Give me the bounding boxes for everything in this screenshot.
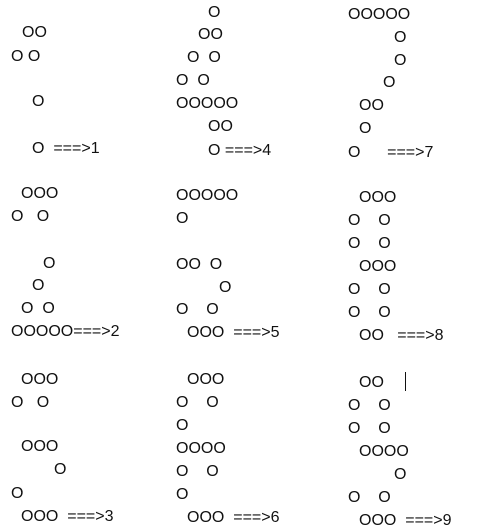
digit-3-row: OOO ===>3 — [21, 508, 114, 525]
digit-4-row: O O — [187, 49, 221, 66]
digit-4-row: O ===>4 — [208, 142, 272, 159]
digit-2-row: O — [43, 255, 56, 272]
digit-1-row: O O — [11, 48, 41, 65]
digit-8-row: O O — [348, 281, 391, 298]
digit-8-row: O O — [348, 212, 391, 229]
digit-4-row: O — [208, 4, 221, 21]
digit-3-row: O O — [11, 394, 50, 411]
digit-6-row: OOO ===>6 — [187, 509, 280, 526]
digit-4-row: OO — [198, 26, 223, 43]
digit-1-row: O — [32, 93, 45, 110]
digit-3-row: O — [54, 461, 67, 478]
digit-8-row: O O — [348, 235, 391, 252]
digit-6-row: O — [176, 486, 189, 503]
digit-3-row: OOO — [21, 438, 59, 455]
digit-8-row: O O — [348, 304, 391, 321]
digit-4-row: OO — [208, 118, 233, 135]
digit-8-row: OO ===>8 — [359, 327, 444, 344]
digit-4-row: O O — [176, 72, 210, 89]
digit-4-row: OOOOO — [176, 95, 239, 112]
digit-6-row: OOO — [187, 371, 225, 388]
digit-9-row: O O — [348, 397, 391, 414]
digit-7-row: O — [359, 120, 372, 137]
digit-2-row: OOOOO===>2 — [11, 323, 120, 340]
digit-8-row: OOO — [359, 189, 397, 206]
digit-2-row: O — [32, 277, 45, 294]
digit-3-row: OOO — [21, 371, 59, 388]
digit-5-row: OO O — [176, 256, 223, 273]
digit-6-row: O O — [176, 394, 219, 411]
digit-9-row: O O — [348, 489, 391, 506]
digit-7-row: OOOOO — [348, 6, 411, 23]
digit-9-row: O O — [348, 420, 391, 437]
digit-5-row: O O — [176, 301, 219, 318]
digit-6-row: O — [176, 417, 189, 434]
digit-9-row: OOOO — [359, 443, 409, 460]
digit-5-row: OOOOO — [176, 187, 239, 204]
digit-7-row: OO — [359, 97, 384, 114]
digit-1-row: OO — [22, 24, 47, 41]
digit-5-row: O — [219, 279, 232, 296]
digit-9-row: OO — [359, 374, 384, 391]
digit-9-row: O — [394, 466, 407, 483]
digit-7-row: O — [383, 74, 396, 91]
digit-7-row: O — [394, 52, 407, 69]
text-cursor — [405, 372, 406, 391]
digit-2-row: O O — [21, 300, 55, 317]
digit-7-row: O — [394, 29, 407, 46]
digit-6-row: O O — [176, 463, 219, 480]
digit-5-row: O — [176, 210, 189, 227]
digit-2-row: OOO — [21, 185, 59, 202]
digit-6-row: OOOO — [176, 440, 226, 457]
digit-9-row: OOO ===>9 — [359, 512, 452, 529]
digit-5-row: OOO ===>5 — [187, 324, 280, 341]
digit-7-row: O ===>7 — [348, 144, 434, 161]
digit-8-row: OOO — [359, 258, 397, 275]
digit-2-row: O O — [11, 208, 50, 225]
digit-1-row: O ===>1 — [32, 140, 100, 157]
digit-3-row: O — [11, 485, 24, 502]
